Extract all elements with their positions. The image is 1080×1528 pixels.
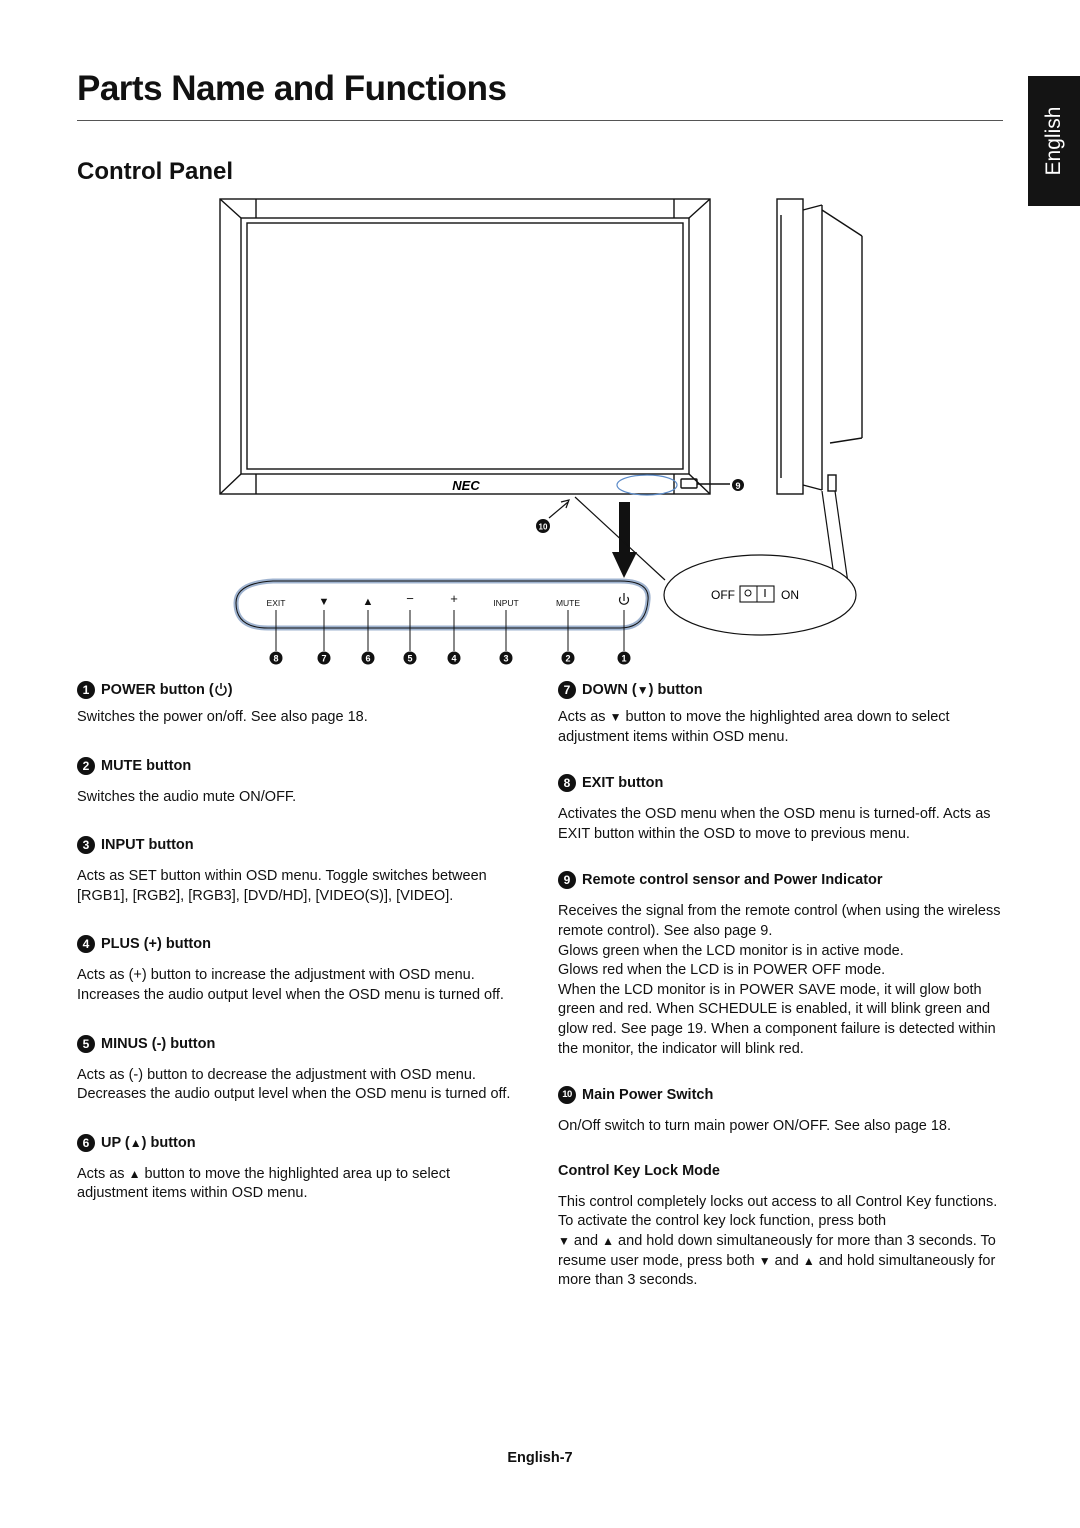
strip-plus-label: + — [450, 591, 458, 606]
item-exit — [558, 773, 1003, 844]
item-title: UP ( — [101, 1134, 130, 1151]
item-body-part: and — [569, 1232, 603, 1249]
power-icon — [214, 682, 228, 696]
down-arrow-icon: ▼ — [558, 1233, 570, 1248]
down-arrow-icon: ▼ — [636, 683, 649, 697]
item-title: Main Power Switch — [582, 1087, 714, 1104]
monitor-side-view — [777, 199, 862, 494]
item-title: EXIT button — [582, 775, 664, 792]
item-title-end: ) — [227, 682, 233, 698]
callout-6: 6 — [365, 653, 371, 664]
item-number: 2 — [77, 757, 95, 775]
item-input — [77, 835, 522, 906]
item-mute — [77, 756, 522, 808]
strip-input-label: INPUT — [493, 598, 519, 608]
item-body-end: button to move the highlighted area up to select adjustment items within OSD menu. — [77, 1165, 451, 1202]
item-body — [558, 708, 1003, 747]
item-number: 10 — [558, 1086, 576, 1104]
item-body — [558, 1193, 1003, 1291]
item-number: 8 — [558, 774, 576, 792]
switch-on-label: ON — [781, 588, 799, 602]
item-body-end: button to move the highlighted area down to select adjustment items within OSD menu. — [558, 709, 950, 745]
item-body: Acts as (-) button to decrease the adjustment with OSD menu. Decreases the audio output level when the OSD menu is turned off. — [77, 1066, 511, 1103]
callout-3: 3 — [503, 653, 509, 664]
callout-1: 1 — [621, 653, 627, 664]
callout-9-label: 9 — [735, 481, 741, 491]
item-body-part: and hold simultaneously for more than 3 seconds. — [558, 1252, 996, 1289]
item-down — [558, 680, 1003, 747]
down-arrow-icon: ▼ — [609, 710, 622, 724]
item-minus — [77, 1034, 522, 1105]
item-body-part: This control completely locks out access to all Control Key functions. To activate the control key lock function, press both — [558, 1193, 998, 1230]
item-body: Acts as (+) button to increase the adjustment with OSD menu. Increases the audio output level when the OSD menu is turned off. — [77, 967, 504, 1003]
switch-off-label: OFF — [711, 588, 735, 602]
item-plus — [77, 934, 522, 1005]
callout-10-label: 10 — [538, 522, 548, 532]
main-power-switch-icon — [740, 586, 774, 602]
item-title: INPUT button — [101, 837, 194, 854]
item-title: MINUS (-) button — [101, 1035, 216, 1052]
item-body — [77, 1165, 522, 1204]
language-tab-label: English — [1042, 106, 1065, 176]
control-panel-diagram — [0, 190, 1080, 670]
item-body-part: and — [770, 1252, 803, 1269]
item-main-power — [558, 1085, 1003, 1137]
item-title-end: ) button — [141, 1134, 196, 1151]
item-number: 1 — [77, 681, 95, 699]
button-strip — [236, 581, 648, 628]
item-title: POWER button ( — [101, 682, 214, 698]
strip-up-label: ▲ — [362, 596, 374, 608]
item-body: Acts as SET button within OSD menu. Toggle switches between [RGB1], [RGB2], [RGB3], [DVD/HD], [VIDEO(S)], [VIDEO]. — [77, 868, 487, 904]
item-body-start: Acts as — [77, 1165, 129, 1182]
left-column — [77, 680, 522, 1226]
up-arrow-icon: ▲ — [802, 1253, 815, 1268]
right-column — [558, 680, 1003, 1313]
strip-power-icon — [620, 593, 629, 604]
item-up — [77, 1133, 522, 1204]
item-body: Activates the OSD menu when the OSD menu is turned-off. Acts as EXIT button within the OSD to move to previous menu. — [558, 806, 991, 842]
item-number: 5 — [77, 1035, 95, 1053]
callout-2: 2 — [565, 653, 571, 664]
item-number: 6 — [77, 1134, 95, 1152]
item-body: Switches the power on/off. See also page 18. — [77, 709, 368, 725]
item-body: On/Off switch to turn main power ON/OFF. See also page 18. — [558, 1118, 952, 1135]
item-body: Switches the audio mute ON/OFF. — [77, 788, 297, 805]
item-title: MUTE button — [101, 757, 192, 774]
callout-5: 5 — [407, 653, 413, 664]
item-title: DOWN ( — [582, 682, 637, 698]
item-power — [77, 680, 522, 728]
item-body: Receives the signal from the remote control (when using the wireless remote control). See also page 9. Glows green when the LCD monitor is in active mode. Glows red when the LCD is in POWER OFF mode. When the LCD monitor is in POWER SAVE mode, it will glow both green and red. When SCHEDULE is enabled, it will blink green and glow red. See page 19. When a component failure is detected within the monitor, the indicator will blink red. — [558, 903, 1001, 1057]
pointer-arrow — [612, 502, 637, 578]
section-title: Control Panel — [77, 158, 234, 185]
strip-mute-label: MUTE — [555, 598, 581, 608]
down-arrow-icon: ▼ — [758, 1253, 771, 1268]
page-number: English-7 — [507, 1450, 573, 1466]
page-title: Parts Name and Functions — [77, 69, 507, 108]
item-number: 7 — [558, 681, 576, 699]
callout-7: 7 — [321, 653, 327, 664]
item-number: 3 — [77, 836, 95, 854]
item-key-lock — [558, 1161, 1003, 1291]
item-body-start: Acts as — [558, 709, 610, 725]
up-arrow-icon: ▲ — [602, 1233, 615, 1248]
strip-down-label: ▼ — [318, 596, 330, 608]
callout-4: 4 — [451, 653, 457, 664]
item-title: PLUS (+) button — [101, 936, 211, 953]
title-divider — [77, 120, 1003, 121]
item-number: 4 — [77, 935, 95, 953]
item-remote-sensor — [558, 870, 1003, 1059]
item-body-part: and hold down simultaneously for more than 3 seconds. To resume user mode, press both — [558, 1232, 996, 1269]
language-tab — [1028, 76, 1080, 206]
strip-exit-label: EXIT — [266, 598, 286, 608]
up-arrow-icon: ▲ — [129, 1135, 142, 1150]
item-title-end: ) button — [648, 682, 703, 698]
up-arrow-icon: ▲ — [128, 1166, 141, 1181]
strip-minus-label: − — [406, 591, 414, 606]
item-title: Remote control sensor and Power Indicator — [582, 872, 883, 889]
item-number: 9 — [558, 871, 576, 889]
callout-8: 8 — [273, 653, 279, 664]
monitor-front-view — [220, 199, 730, 495]
item-title: Control Key Lock Mode — [558, 1162, 720, 1179]
nec-logo: NEC — [452, 478, 480, 493]
